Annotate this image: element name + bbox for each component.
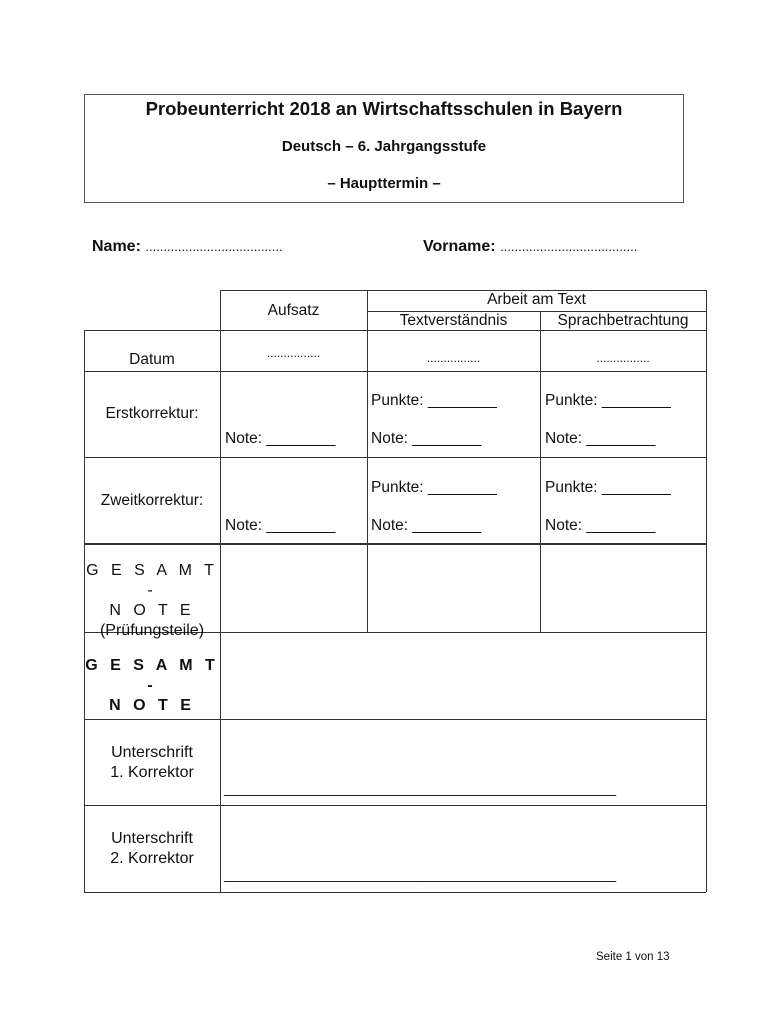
row-label-gesamtnote-pruefungsteile <box>84 561 220 641</box>
unterschrift1-line1: Unterschrift <box>111 744 193 761</box>
datum-textverstaendnis-field[interactable]: ................ <box>426 351 481 365</box>
grid-line <box>367 290 368 632</box>
name-label: Name: <box>92 238 141 255</box>
gesamt-line2: N O T E <box>109 697 195 714</box>
gesamt-teile-line2: N O T E <box>109 602 195 619</box>
grid-line <box>84 719 706 720</box>
row-label-erstkorrektur: Erstkorrektur: <box>105 405 199 422</box>
row-label-unterschrift-2 <box>84 829 220 869</box>
name-dots: ...................................... <box>145 239 283 254</box>
unterschrift2-line2: 2. Korrektor <box>110 850 194 867</box>
grid-line <box>84 805 706 806</box>
grid-line <box>84 371 706 372</box>
row-label-zweitkorrektur: Zweitkorrektur: <box>100 492 204 509</box>
column-header-sprachbetrachtung: Sprachbetrachtung <box>557 312 689 329</box>
unterschrift2-line1: Unterschrift <box>111 830 193 847</box>
erst-note-sprachbetrachtung[interactable]: Note: ________ <box>545 430 656 447</box>
document-subtitle: Deutsch – 6. Jahrgangsstufe <box>281 138 487 155</box>
page-number: Seite 1 von 13 <box>596 951 670 963</box>
column-header-textverstaendnis: Textverständnis <box>399 312 508 329</box>
erst-punkte-textverstaendnis[interactable]: Punkte: ________ <box>371 392 497 409</box>
grid-line <box>84 330 706 331</box>
gesamt-teile-line1: G E S A M T - <box>86 562 218 599</box>
row-label-unterschrift-1 <box>84 743 220 783</box>
name-field[interactable] <box>92 238 283 256</box>
signature-line-1[interactable]: _______________________________________________ <box>224 780 617 797</box>
header-box <box>84 94 684 203</box>
column-header-arbeit-am-text: Arbeit am Text <box>487 291 586 308</box>
vorname-dots: ...................................... <box>500 239 638 254</box>
grid-line <box>84 892 706 893</box>
datum-aufsatz-field[interactable]: ................ <box>266 346 321 360</box>
vorname-field[interactable] <box>423 238 637 256</box>
gesamt-line1: G E S A M T - <box>85 657 219 694</box>
grid-line <box>706 290 707 892</box>
document-term: – Haupttermin – <box>327 175 441 192</box>
zweit-note-sprachbetrachtung[interactable]: Note: ________ <box>545 517 656 534</box>
erst-note-aufsatz[interactable]: Note: ________ <box>225 430 336 447</box>
grid-line <box>220 290 221 892</box>
erst-punkte-sprachbetrachtung[interactable]: Punkte: ________ <box>545 392 671 409</box>
signature-line-2[interactable]: _______________________________________________ <box>224 866 617 883</box>
zweit-punkte-textverstaendnis[interactable]: Punkte: ________ <box>371 479 497 496</box>
row-label-gesamtnote <box>84 656 220 716</box>
column-header-aufsatz: Aufsatz <box>267 302 320 319</box>
unterschrift1-line2: 1. Korrektor <box>110 764 194 781</box>
zweit-note-aufsatz[interactable]: Note: ________ <box>225 517 336 534</box>
row-label-datum: Datum <box>129 351 175 368</box>
gesamt-teile-line3: (Prüfungsteile) <box>99 622 205 639</box>
grid-line <box>84 457 706 458</box>
erst-note-textverstaendnis[interactable]: Note: ________ <box>371 430 482 447</box>
document-title: Probeunterricht 2018 an Wirtschaftsschulen in Bayern <box>145 98 623 119</box>
datum-sprachbetrachtung-field[interactable]: ................ <box>596 351 650 365</box>
grid-line-thick <box>84 543 706 545</box>
zweit-punkte-sprachbetrachtung[interactable]: Punkte: ________ <box>545 479 671 496</box>
zweit-note-textverstaendnis[interactable]: Note: ________ <box>371 517 482 534</box>
vorname-label: Vorname: <box>423 238 496 255</box>
